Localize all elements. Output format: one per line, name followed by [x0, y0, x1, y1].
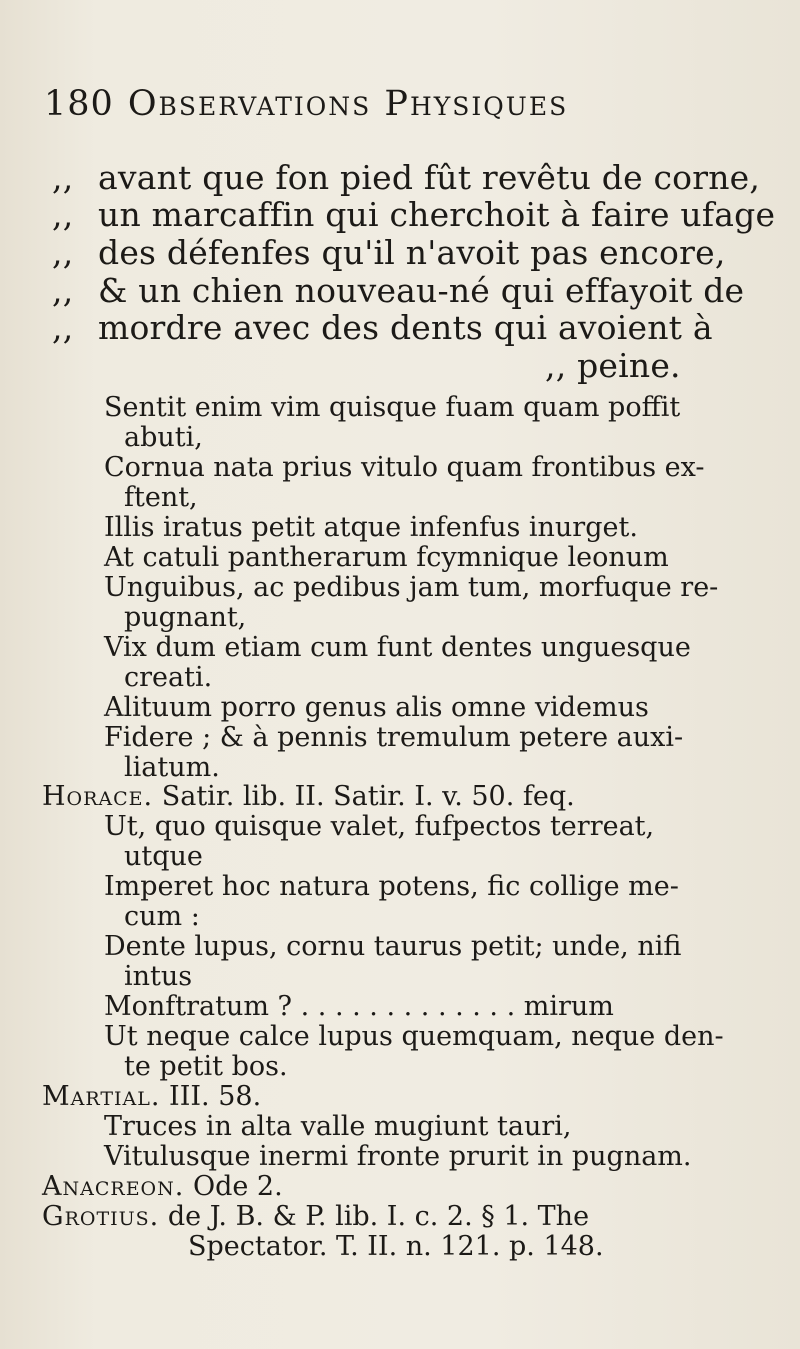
citation-author: Martial. — [42, 1081, 161, 1112]
latin-verse: Unguibus, ac pedibus jam tum, morfuque re- — [104, 572, 719, 603]
latin-verse: Dente lupus, cornu taurus petit; unde, nifi — [104, 931, 682, 962]
citation-horace — [42, 781, 575, 812]
latin-verse: At catuli pantherarum fcymnique leonum — [104, 542, 669, 573]
latin-verse: te petit bos. — [124, 1051, 288, 1082]
french-text: un marcaffin qui cherchoit à faire ufage — [98, 195, 776, 234]
latin-verse: Monftratum ? . . . . . . . . . . . . . mirum — [104, 991, 614, 1022]
page-number: 180 — [44, 84, 114, 124]
citation-grotius — [42, 1201, 589, 1232]
french-line — [0, 195, 775, 234]
latin-verse: pugnant, — [124, 602, 247, 633]
citation-reference: III. 58. — [169, 1081, 262, 1112]
french-text: des défenfes qu'il n'avoit pas encore, — [98, 233, 726, 272]
latin-verse: ftent, — [124, 482, 198, 513]
french-text: & un chien nouveau-né qui effayoit de — [98, 271, 745, 310]
french-line-end — [545, 346, 681, 385]
latin-verse: liatum. — [124, 752, 220, 783]
latin-verse: Illis iratus petit atque infenfus inurget. — [104, 512, 638, 543]
citation-anacreon — [42, 1171, 283, 1202]
latin-verse: utque — [124, 841, 203, 872]
citation-author: Grotius. — [42, 1201, 160, 1232]
quote-mark: ,, — [52, 308, 74, 347]
french-text: mordre avec des dents qui avoient à — [98, 308, 713, 347]
quote-mark: ,, — [52, 271, 74, 310]
french-line — [0, 308, 713, 347]
latin-verse: Vitulusque inermi fronte prurit in pugnam. — [104, 1141, 692, 1172]
latin-verse: Fidere ; & à pennis tremulum petere auxi- — [104, 722, 684, 753]
latin-verse: Imperet hoc natura potens, fic collige me- — [104, 871, 679, 902]
citation-reference: Ode 2. — [192, 1171, 283, 1202]
french-line — [0, 271, 744, 310]
citation-continuation: Spectator. T. II. n. 121. p. 148. — [188, 1231, 604, 1262]
citation-reference: Satir. lib. II. Satir. I. v. 50. feq. — [161, 781, 575, 812]
french-text: avant que fon pied fût revêtu de corne, — [98, 158, 761, 197]
latin-verse: Alituum porro genus alis omne videmus — [104, 692, 649, 723]
citation-reference: de J. B. & P. lib. I. c. 2. § 1. The — [167, 1201, 590, 1232]
french-line — [0, 233, 726, 272]
citation-author: Horace. — [42, 781, 154, 812]
latin-verse: creati. — [124, 662, 213, 693]
latin-verse: Vix dum etiam cum funt dentes unguesque — [104, 632, 691, 663]
quote-mark: ,, — [52, 195, 74, 234]
latin-verse: Ut neque calce lupus quemquam, neque den- — [104, 1021, 724, 1052]
french-text: ,, peine. — [545, 346, 681, 385]
latin-verse: abuti, — [124, 422, 203, 453]
citation-author: Anacreon. — [42, 1171, 185, 1202]
latin-verse: intus — [124, 961, 193, 992]
latin-verse: Truces in alta valle mugiunt tauri, — [104, 1111, 572, 1142]
latin-verse: Ut, quo quisque valet, fufpectos terreat, — [104, 811, 655, 842]
latin-verse: Cornua nata prius vitulo quam frontibus ex- — [104, 452, 705, 483]
citation-martial — [42, 1081, 261, 1112]
latin-verse: cum : — [124, 901, 200, 932]
running-title: Observations Physiques — [127, 84, 569, 124]
latin-verse: Sentit enim vim quisque fuam quam poffit — [104, 392, 681, 423]
running-header — [44, 84, 568, 124]
french-line — [0, 158, 760, 197]
quote-mark: ,, — [52, 158, 74, 197]
quote-mark: ,, — [52, 233, 74, 272]
